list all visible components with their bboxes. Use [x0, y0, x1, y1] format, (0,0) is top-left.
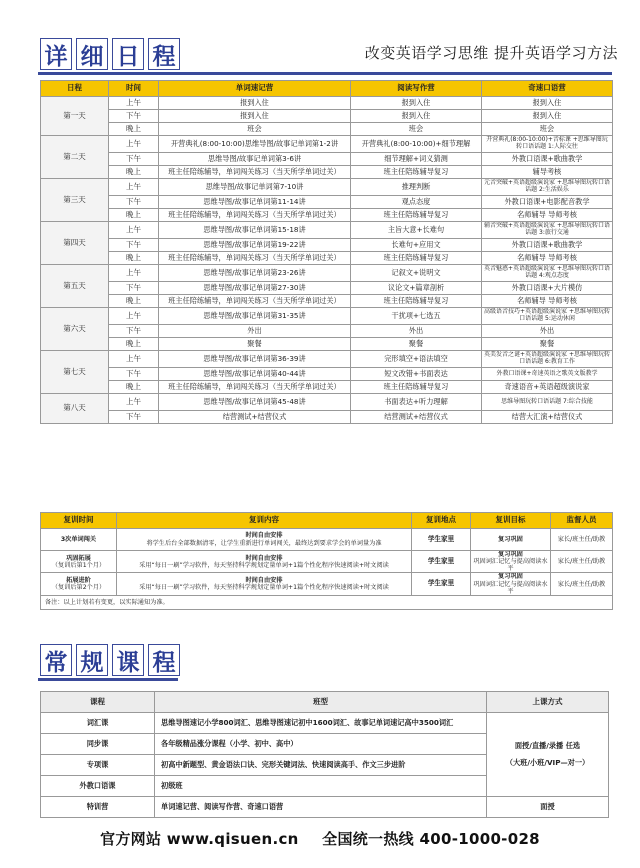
- oral-cell: 奇速语音+英语超级演说家: [482, 381, 613, 394]
- vocab-cell: 结营测试+结营仪式: [159, 411, 351, 424]
- col-header: 课程: [41, 692, 155, 713]
- day-cell: 第二天: [41, 136, 109, 179]
- col-header: 监督人员: [551, 513, 613, 529]
- table-row: [41, 797, 609, 818]
- time-cell: 上午: [109, 308, 159, 325]
- time-cell: 下午: [109, 196, 159, 209]
- review-place: 学生家里: [412, 551, 471, 573]
- reading-cell: 报到入住: [351, 97, 482, 110]
- course-type: 单词速记营、阅读写作营、奇速口语营: [155, 797, 487, 818]
- oral-cell: 外教口语课+电影配音教学: [482, 196, 613, 209]
- col-header: 单词速记营: [159, 81, 351, 97]
- course-method: [487, 713, 609, 797]
- title-char: 程: [148, 38, 180, 70]
- table-row: [41, 97, 613, 110]
- oral-cell: 聚餐: [482, 338, 613, 351]
- review-supervisor: 家长/班主任/助教: [551, 529, 613, 551]
- table-row: [41, 110, 613, 123]
- time-cell: 上午: [109, 394, 159, 411]
- review-goal: 复习巩固: [498, 573, 523, 581]
- day-cell: 第五天: [41, 265, 109, 308]
- oral-cell: 思维导图玩转口语话题 7:综合技能: [482, 394, 613, 411]
- vocab-cell: 思维导图/故事记单词第27-30讲: [159, 282, 351, 295]
- table-row: [41, 573, 613, 595]
- time-cell: 晚上: [109, 295, 159, 308]
- col-header: 复训地点: [412, 513, 471, 529]
- vocab-cell: 班主任陪练辅导，单词闯关练习（当天所学单词过关）: [159, 381, 351, 394]
- oral-cell: 外教口语课+大片模仿: [482, 282, 613, 295]
- reading-cell: 报到入住: [351, 110, 482, 123]
- time-cell: 下午: [109, 368, 159, 381]
- course-type: 初级班: [155, 776, 487, 797]
- vocab-cell: 思维导图/故事记单词第15-18讲: [159, 222, 351, 239]
- vocab-cell: 班主任陪练辅导，单词闯关练习（当天所学单词过关）: [159, 209, 351, 222]
- vocab-cell: 聚餐: [159, 338, 351, 351]
- day-cell: 第三天: [41, 179, 109, 222]
- vocab-cell: 思维导图/故事记单词第23-26讲: [159, 265, 351, 282]
- oral-cell: 外教口语课+歌曲教学: [482, 153, 613, 166]
- vocab-cell: 报到入住: [159, 110, 351, 123]
- site-label: 官方网站: [100, 830, 162, 848]
- time-cell: 上午: [109, 351, 159, 368]
- course-name: 专项课: [41, 755, 155, 776]
- oral-cell: 外出: [482, 325, 613, 338]
- oral-cell: 外教口语课+歌曲教学: [482, 239, 613, 252]
- review-time-cell: [41, 573, 117, 595]
- time-cell: 下午: [109, 239, 159, 252]
- review-supervisor: 家长/班主任/助教: [551, 573, 613, 595]
- oral-cell: 名师辅导 导师考核: [482, 252, 613, 265]
- table-row: [41, 265, 613, 282]
- reading-cell: 推理判断: [351, 179, 482, 196]
- table-row: [41, 153, 613, 166]
- table-row: [41, 295, 613, 308]
- review-body: [41, 529, 613, 596]
- col-header: 时间: [109, 81, 159, 97]
- time-cell: 下午: [109, 411, 159, 424]
- col-header: 阅读写作营: [351, 81, 482, 97]
- table-row: [41, 351, 613, 368]
- table-row: [41, 196, 613, 209]
- oral-cell: 班会: [482, 123, 613, 136]
- review-content-cell: [117, 551, 412, 573]
- reading-cell: 外出: [351, 325, 482, 338]
- time-cell: 下午: [109, 110, 159, 123]
- review-header-row: [41, 513, 613, 529]
- vocab-cell: 外出: [159, 325, 351, 338]
- review-content: 采用“每日一刷”学习软件，每天坚持科学规划定量单词+1篇个性化程序快速阅读+时文阅读: [139, 561, 389, 569]
- time-cell: 上午: [109, 265, 159, 282]
- col-header: 日程: [41, 81, 109, 97]
- courses-header-row: [41, 692, 609, 713]
- review-content: 采用“每日一刷”学习软件，每天坚持科学规划定量单词+1篇个性化程序快速阅读+时文阅读: [139, 584, 389, 592]
- table-row: [41, 368, 613, 381]
- courses-table: [40, 691, 609, 818]
- review-content: 将学生后台全部数据清零，让学生重新进行单词闯关，最终达到要求学会的单词量为准: [146, 539, 382, 547]
- time-cell: 下午: [109, 153, 159, 166]
- reading-cell: 聚餐: [351, 338, 482, 351]
- vocab-cell: 思维导图/故事记单词第11-14讲: [159, 196, 351, 209]
- review-goal-cell: [471, 573, 551, 595]
- reading-cell: 班主任陪练辅导复习: [351, 209, 482, 222]
- reading-cell: 议论文+篇章剖析: [351, 282, 482, 295]
- reading-cell: 记叙文+说明文: [351, 265, 482, 282]
- table-row: [41, 282, 613, 295]
- table-row: [41, 713, 609, 734]
- review-content-cell: [117, 529, 412, 551]
- oral-cell: 外教口语课+奇速英语之歌英文版教学: [482, 368, 613, 381]
- day-cell: 第四天: [41, 222, 109, 265]
- course-type: 各年级精品涨分课程（小学、初中、高中）: [155, 734, 487, 755]
- time-cell: 下午: [109, 325, 159, 338]
- title-char: 细: [76, 38, 108, 70]
- table-row: [41, 381, 613, 394]
- hotline-number[interactable]: 400-1000-028: [419, 830, 540, 848]
- day-cell: 第一天: [41, 97, 109, 136]
- table-row: [41, 166, 613, 179]
- oral-cell: 辅音突破+英语超级演说家 +思维导图玩转口语话题 3:旅行交通: [482, 222, 613, 239]
- vocab-cell: 思维导图/故事记单词第45-48讲: [159, 394, 351, 411]
- course-method-last: 面授: [487, 797, 609, 818]
- table-row: [41, 179, 613, 196]
- col-header: 复训时间: [41, 513, 117, 529]
- reading-cell: 班主任陪练辅导复习: [351, 295, 482, 308]
- table-row: [41, 136, 613, 153]
- title-underline: [38, 72, 612, 75]
- reading-cell: 干扰项+七选五: [351, 308, 482, 325]
- time-cell: 上午: [109, 97, 159, 110]
- courses-title: [40, 644, 184, 676]
- reading-cell: 班会: [351, 123, 482, 136]
- reading-cell: 短文改错+书面表达: [351, 368, 482, 381]
- reading-cell: 细节理解+词义猜测: [351, 153, 482, 166]
- time-cell: 上午: [109, 136, 159, 153]
- oral-cell: 报到入住: [482, 97, 613, 110]
- review-goal-cell: [471, 529, 551, 551]
- course-name: 外教口语课: [41, 776, 155, 797]
- title-char: 常: [40, 644, 72, 676]
- oral-cell: 元音突破+英语超级演说家 +思维导图玩转口语话题 2:生活娱乐: [482, 179, 613, 196]
- course-type: 思维导图速记小学800词汇、思维导图速记初中1600词汇、故事记单词速记高中3500词汇: [155, 713, 487, 734]
- method-main: 面授/直播/录播 任选: [514, 741, 581, 751]
- col-header: 上课方式: [487, 692, 609, 713]
- reading-cell: 结营测试+结营仪式: [351, 411, 482, 424]
- reading-cell: 长难句+应用文: [351, 239, 482, 252]
- oral-cell: 结营大汇演+结营仪式: [482, 411, 613, 424]
- oral-cell: 英美发音之谜+英语超级演说家 +思维导图玩转口语话题 6:教育工作: [482, 351, 613, 368]
- table-row: [41, 308, 613, 325]
- reading-cell: 观点态度: [351, 196, 482, 209]
- footer: [0, 828, 640, 849]
- day-cell: 第七天: [41, 351, 109, 394]
- vocab-cell: 班主任陪练辅导，单词闯关练习（当天所学单词过关）: [159, 252, 351, 265]
- title-char: 详: [40, 38, 72, 70]
- time-cell: 晚上: [109, 166, 159, 179]
- title-char: 日: [112, 38, 144, 70]
- review-time-sub: （复训后第1个月）: [51, 561, 106, 569]
- hotline-label: 全国统一热线: [322, 830, 414, 848]
- table-row: [41, 529, 613, 551]
- course-name: 特训营: [41, 797, 155, 818]
- vocab-cell: 班会: [159, 123, 351, 136]
- note-row: [41, 595, 613, 609]
- reading-cell: 班主任陪练辅导复习: [351, 166, 482, 179]
- review-supervisor: 家长/班主任/助教: [551, 551, 613, 573]
- site-link[interactable]: www.qisuen.cn: [166, 830, 299, 848]
- review-time-cell: [41, 551, 117, 573]
- title-underline: [38, 678, 178, 681]
- reading-cell: 开营典礼(8:00-10:00)+细节理解: [351, 136, 482, 153]
- table-row: [41, 551, 613, 573]
- review-content-title: 时间自由安排: [245, 576, 283, 584]
- review-place: 学生家里: [412, 529, 471, 551]
- course-name: 同步课: [41, 734, 155, 755]
- table-row: [41, 252, 613, 265]
- vocab-cell: 思维导图/故事记单词第19-22讲: [159, 239, 351, 252]
- vocab-cell: 班主任陪练辅导，单词闯关练习（当天所学单词过关）: [159, 166, 351, 179]
- review-content-cell: [117, 573, 412, 595]
- schedule-title: [40, 38, 184, 70]
- course-type: 初高中新题型、黄金语法口诀、完形关键词法、快速阅读高手、作文三步进阶: [155, 755, 487, 776]
- time-cell: 下午: [109, 282, 159, 295]
- title-char: 程: [148, 644, 180, 676]
- table-row: [41, 325, 613, 338]
- col-header: 奇速口语营: [482, 81, 613, 97]
- reading-cell: 完形填空+语法填空: [351, 351, 482, 368]
- review-table: [40, 512, 613, 610]
- vocab-cell: 思维导图/故事记单词第31-35讲: [159, 308, 351, 325]
- schedule-body: [41, 97, 613, 424]
- oral-cell: 开营典礼(8:00-10:00)+音标课 +思维导图玩转口语话题 1:人际交往: [482, 136, 613, 153]
- review-place: 学生家里: [412, 573, 471, 595]
- time-cell: 晚上: [109, 338, 159, 351]
- table-row: [41, 239, 613, 252]
- col-header: 班型: [155, 692, 487, 713]
- day-cell: 第八天: [41, 394, 109, 424]
- time-cell: 上午: [109, 179, 159, 196]
- oral-cell: 高级语音技巧+英语超级演说家 +思维导图玩转口语话题 5:运动休闲: [482, 308, 613, 325]
- reading-cell: 主旨大意+长难句: [351, 222, 482, 239]
- reading-cell: 班主任陪练辅导复习: [351, 381, 482, 394]
- table-row: [41, 209, 613, 222]
- course-name: 词汇课: [41, 713, 155, 734]
- title-char: 规: [76, 644, 108, 676]
- time-cell: 上午: [109, 222, 159, 239]
- oral-cell: 报到入住: [482, 110, 613, 123]
- review-goal-sub: 巩固词汇记忆与提高阅读水平: [473, 580, 548, 595]
- oral-cell: 辅导考核: [482, 166, 613, 179]
- vocab-cell: 思维导图/故事记单词第3-6讲: [159, 153, 351, 166]
- vocab-cell: 开营典礼(8:00-10:00)思维导图/故事记单词第1-2讲: [159, 136, 351, 153]
- oral-cell: 英音魅惑+英语超级演说家 +思维导图玩转口语话题 4:观点态度: [482, 265, 613, 282]
- slogan: 改变英语学习思维 提升英语学习方法: [364, 44, 618, 62]
- vocab-cell: 班主任陪练辅导，单词闯关练习（当天所学单词过关）: [159, 295, 351, 308]
- review-time: 3次单词闯关: [60, 535, 97, 543]
- oral-cell: 名师辅导 导师考核: [482, 295, 613, 308]
- review-time: 拓展进阶: [66, 576, 91, 584]
- table-row: [41, 123, 613, 136]
- reading-cell: 班主任陪练辅导复习: [351, 252, 482, 265]
- schedule-header-row: [41, 81, 613, 97]
- vocab-cell: 思维导图/故事记单词第7-10讲: [159, 179, 351, 196]
- review-goal: 复习巩固: [498, 535, 523, 543]
- time-cell: 晚上: [109, 252, 159, 265]
- vocab-cell: 思维导图/故事记单词第36-39讲: [159, 351, 351, 368]
- review-time-cell: [41, 529, 117, 551]
- review-content-title: 时间自由安排: [245, 532, 283, 540]
- review-time-sub: （复训后第2个月）: [51, 584, 106, 592]
- table-row: [41, 411, 613, 424]
- review-goal-cell: [471, 551, 551, 573]
- review-goal-sub: 巩固词汇记忆与提高阅读水平: [473, 558, 548, 573]
- time-cell: 晚上: [109, 381, 159, 394]
- table-row: [41, 338, 613, 351]
- review-goal: 复习巩固: [498, 551, 523, 558]
- vocab-cell: 思维导图/故事记单词第40-44讲: [159, 368, 351, 381]
- vocab-cell: 报到入住: [159, 97, 351, 110]
- table-row: [41, 222, 613, 239]
- review-note: 备注：以上计划若有变更，以实际通知为准。: [41, 595, 613, 609]
- title-char: 课: [112, 644, 144, 676]
- method-sub: （大班/小班/VIP—对一）: [505, 757, 590, 767]
- col-header: 复训内容: [117, 513, 412, 529]
- col-header: 复训目标: [471, 513, 551, 529]
- table-row: [41, 394, 613, 411]
- review-time: 巩固拓展: [66, 554, 91, 562]
- day-cell: 第六天: [41, 308, 109, 351]
- schedule-table: [40, 80, 613, 424]
- review-content-title: 时间自由安排: [245, 554, 283, 562]
- oral-cell: 名师辅导 导师考核: [482, 209, 613, 222]
- reading-cell: 书面表达+听力理解: [351, 394, 482, 411]
- time-cell: 晚上: [109, 123, 159, 136]
- time-cell: 晚上: [109, 209, 159, 222]
